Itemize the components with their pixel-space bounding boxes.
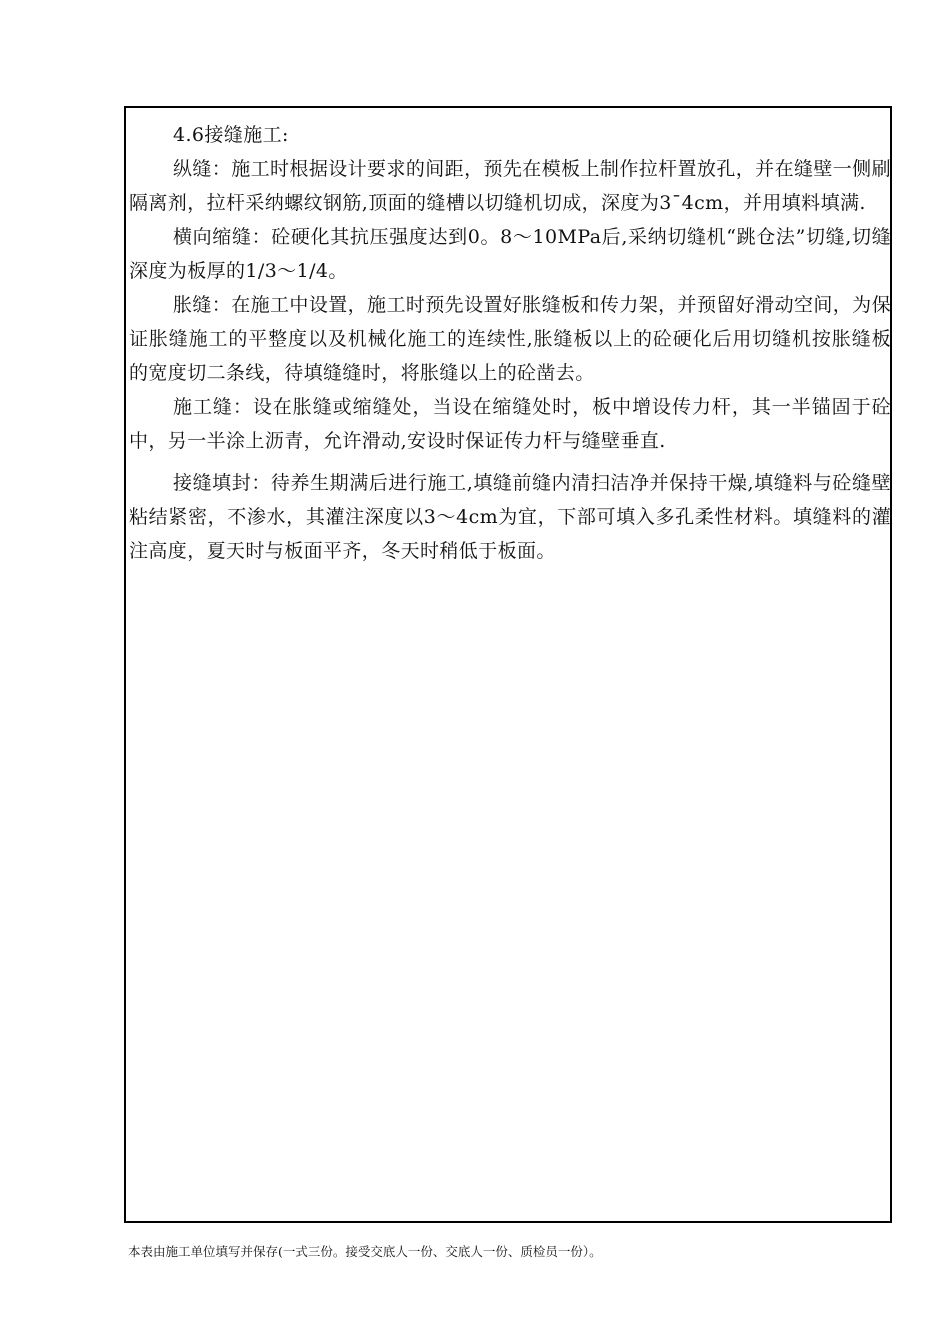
paragraph-expansion-joint: 胀缝：在施工中设置，施工时预先设置好胀缝板和传力架，并预留好滑动空间，为保证胀缝施工的平整度以及机械化施工的连续性,胀缝板以上的砼硬化后用切缝机按胀缝板的宽度切二条线，待填缝缝时，将胀缝以上的砼凿去。	[129, 294, 891, 384]
paragraph-joint-sealing: 接缝填封：待养生期满后进行施工,填缝前缝内清扫洁净并保持干燥,填缝料与砼缝壁粘结紧密，不渗水，其灌注深度以3～4cm为宜，下部可填入多孔柔性材料。填缝料的灌注高度，夏天时与板面平齐，冬天时稍低于板面。	[129, 472, 891, 562]
footer-note: 本表由施工单位填写并保存(一式三份。接受交底人一份、交底人一份、质检员一份）。	[128, 1244, 602, 1259]
section-title: 4.6接缝施工:	[173, 124, 289, 146]
document-content	[129, 118, 891, 568]
paragraph-construction-joint: 施工缝：设在胀缝或缩缝处，当设在缩缝处时，板中增设传力杆，其一半锚固于砼中，另一半涂上沥青，允许滑动,安设时保证传力杆与缝壁垂直.	[129, 396, 891, 452]
paragraph-transverse-shrinkage-joint: 横向缩缝：砼硬化其抗压强度达到0。8～10MPa后,采纳切缝机“跳仓法”切缝,切缝深度为板厚的1/3～1/4。	[129, 226, 891, 282]
document-table-cell	[124, 106, 892, 1223]
paragraph-longitudinal-joint: 纵缝：施工时根据设计要求的间距，预先在模板上制作拉杆置放孔，并在缝壁一侧刷隔离剂，拉杆采纳螺纹钢筋,顶面的缝槽以切缝机切成，深度为3¯4cm，并用填料填满.	[129, 158, 891, 214]
